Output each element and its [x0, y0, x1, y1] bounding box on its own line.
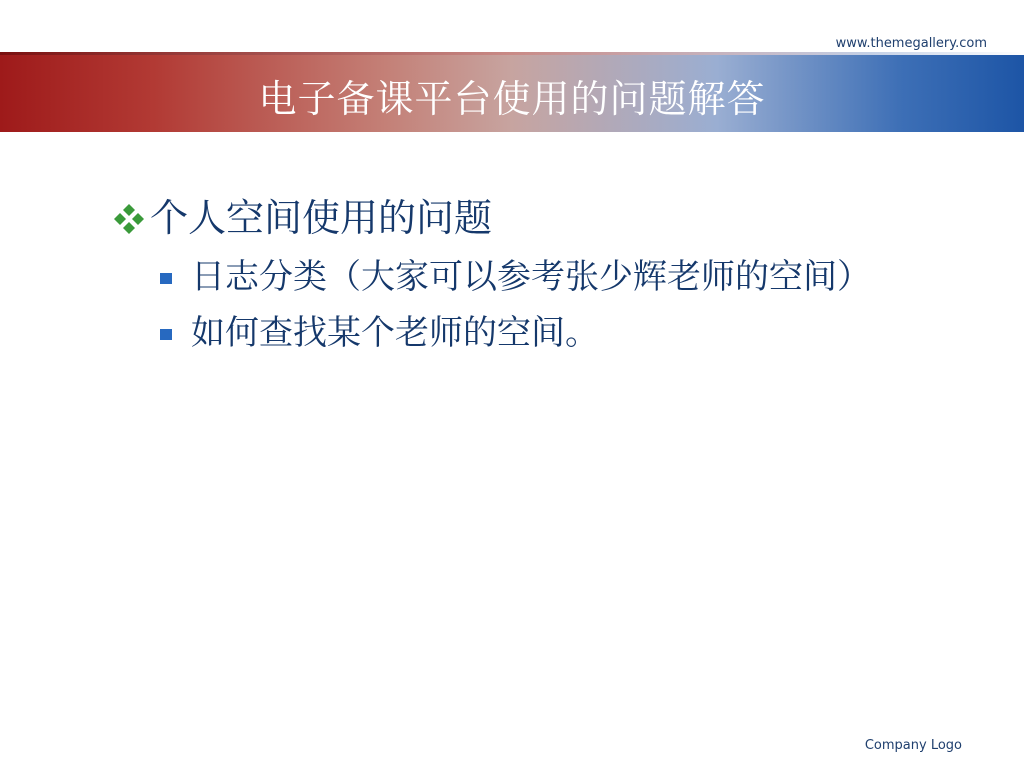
title-bar — [0, 52, 1024, 132]
page-title: 电子备课平台使用的问题解答 — [258, 77, 766, 121]
list-item-text: 日志分类（大家可以参考张少辉老师的空间） — [191, 257, 871, 298]
list-item — [160, 311, 948, 357]
four-diamond-icon — [108, 196, 150, 242]
bullet-heading-text: 个人空间使用的问题 — [150, 196, 493, 240]
list-item — [160, 255, 948, 301]
bullet-heading — [108, 192, 948, 245]
list-item-text: 如何查找某个老师的空间。 — [191, 313, 599, 354]
square-bullet-icon — [160, 273, 172, 284]
title-bar-top-line — [0, 52, 1024, 55]
site-url: www.themegallery.com — [835, 36, 987, 51]
company-logo: Company Logo — [864, 738, 962, 753]
content-area — [108, 192, 948, 357]
square-bullet-icon — [160, 329, 172, 340]
